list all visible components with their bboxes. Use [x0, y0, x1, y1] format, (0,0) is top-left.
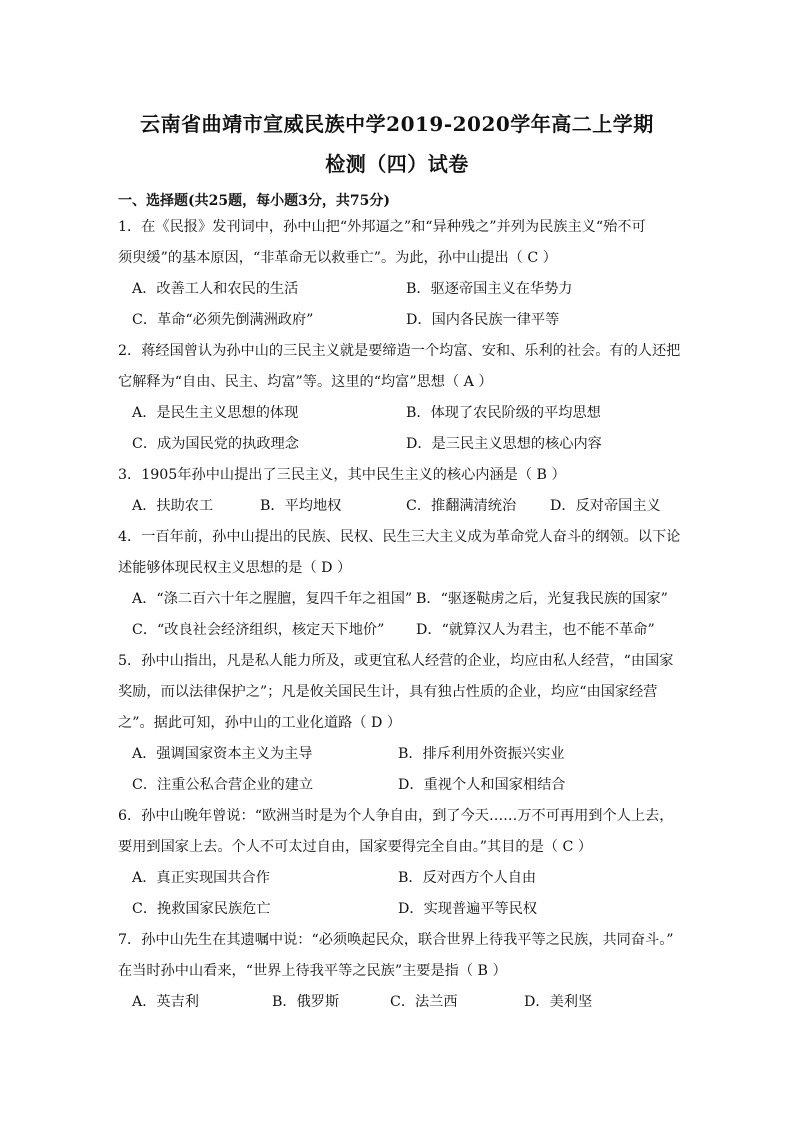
- option-c: C．注重公私合营企业的建立: [132, 777, 314, 793]
- question-stem-line: 述能够体现民权主义思想的是（ D ）: [118, 560, 352, 576]
- question-stem-line: 1．在《民报》发刊词中，孙中山把“外邦逼之”和“异种残之”并列为民族主义“殆不可: [118, 219, 646, 235]
- option-c: C．挽救国家民族危亡: [132, 901, 271, 917]
- option-d: D．反对帝国主义: [550, 498, 661, 514]
- option-row: [118, 274, 688, 305]
- question-1: [118, 212, 688, 336]
- question-stem-line: 4．一百年前，孙中山提出的民族、民权、民生三大主义成为革命党人奋斗的纲领。以下论: [118, 529, 681, 545]
- option-c: C．“改良社会经济组织，核定天下地价”: [132, 622, 385, 638]
- option-b: B．驱逐帝国主义在华势力: [406, 281, 573, 297]
- option-a: A．“涤二百六十年之腥膻，复四千年之祖国”: [132, 591, 413, 607]
- option-b: B．体现了农民阶级的平均思想: [406, 405, 601, 421]
- option-row: [118, 863, 688, 894]
- question-stem-line: 6．孙中山晚年曾说：“欧洲当时是为个人争自由，到了今天……万不可再用到个人上去，: [118, 808, 674, 824]
- question-stem-line: 它解释为“自由、民主、均富”等。这里的“均富”思想（ A ）: [118, 374, 493, 390]
- option-row: [118, 615, 688, 646]
- question-3: [118, 460, 688, 522]
- option-c: C．推翻满清统治: [406, 498, 517, 514]
- question-stem-line: 5．孙中山指出，凡是私人能力所及，或更宜私人经营的企业，均应由私人经营，“由国家: [118, 653, 674, 669]
- question-stem-line: 7．孙中山先生在其遗嘱中说：“必须唤起民众，联合世界上待我平等之民族，共同奋斗。”: [118, 932, 674, 948]
- option-b: B．俄罗斯: [272, 994, 340, 1010]
- option-row: [118, 398, 688, 429]
- option-b: B．排斥利用外资振兴实业: [398, 746, 565, 762]
- option-a: A．真正实现国共合作: [132, 870, 270, 886]
- option-a: A．强调国家资本主义为主导: [132, 746, 313, 762]
- option-b: B．平均地权: [260, 498, 342, 514]
- option-d: D．美利坚: [524, 994, 593, 1010]
- question-stem-line: 之”。据此可知，孙中山的工业化道路（ D ）: [118, 715, 402, 731]
- question-5: [118, 646, 688, 801]
- option-row: [118, 305, 688, 336]
- exam-title-line1: 云南省曲靖市宣威民族中学2019-2020学年高二上学期: [140, 112, 654, 136]
- exam-title-line2: 检测（四）试卷: [325, 152, 469, 176]
- option-row: [118, 429, 688, 460]
- question-4: [118, 522, 688, 646]
- question-stem-line: 要用到国家上去。个人不可太过自由，国家要得完全自由。”其目的是（ C ）: [118, 839, 593, 855]
- option-d: D．实现普遍平等民权: [398, 901, 538, 917]
- option-row: [118, 894, 688, 925]
- option-d: D．是三民主义思想的核心内容: [406, 436, 602, 452]
- question-stem-line: 3．1905年孙中山提出了三民主义，其中民生主义的核心内涵是（ B ）: [118, 467, 566, 483]
- option-c: C．革命“必须先倒满洲政府”: [132, 312, 314, 328]
- option-row: [118, 584, 688, 615]
- option-b: B．反对西方个人自由: [398, 870, 537, 886]
- option-d: D．重视个人和国家相结合: [398, 777, 566, 793]
- option-a: A．英吉利: [132, 994, 199, 1010]
- question-stem-line: 2．蒋经国曾认为孙中山的三民主义就是要缔造一个均富、安和、乐利的社会。有的人还把: [118, 343, 681, 359]
- option-a: A．是民生主义思想的体现: [132, 405, 299, 421]
- question-stem-line: 在当时孙中山看来，“世界上待我平等之民族”主要是指（ B ）: [118, 963, 507, 979]
- option-b: B．“驱逐鞑虏之后，光复我民族的国家”: [416, 591, 668, 607]
- section-heading: 一、选择题(共25题，每小题3分，共75分): [118, 193, 390, 209]
- option-a: A．改善工人和农民的生活: [132, 281, 299, 297]
- option-row: [118, 770, 688, 801]
- option-row: [118, 739, 688, 770]
- question-stem-line: 须臾缓”的基本原因，“非革命无以救垂亡”。为此，孙中山提出（ C ）: [118, 250, 557, 266]
- option-d: D．国内各民族一律平等: [406, 312, 560, 328]
- option-d: D．“就算汉人为君主，也不能不革命”: [416, 622, 655, 638]
- question-6: [118, 801, 688, 925]
- option-c: C．法兰西: [390, 994, 458, 1010]
- question-7: [118, 925, 688, 1018]
- option-row: [118, 491, 688, 522]
- question-stem-line: 奖励，而以法律保护之”；凡是攸关国民生计，具有独占性质的企业，均应“由国家经营: [118, 684, 658, 700]
- option-row: [118, 987, 688, 1018]
- option-a: A．扶助农工: [132, 498, 214, 514]
- question-2: [118, 336, 688, 460]
- option-c: C．成为国民党的执政理念: [132, 436, 299, 452]
